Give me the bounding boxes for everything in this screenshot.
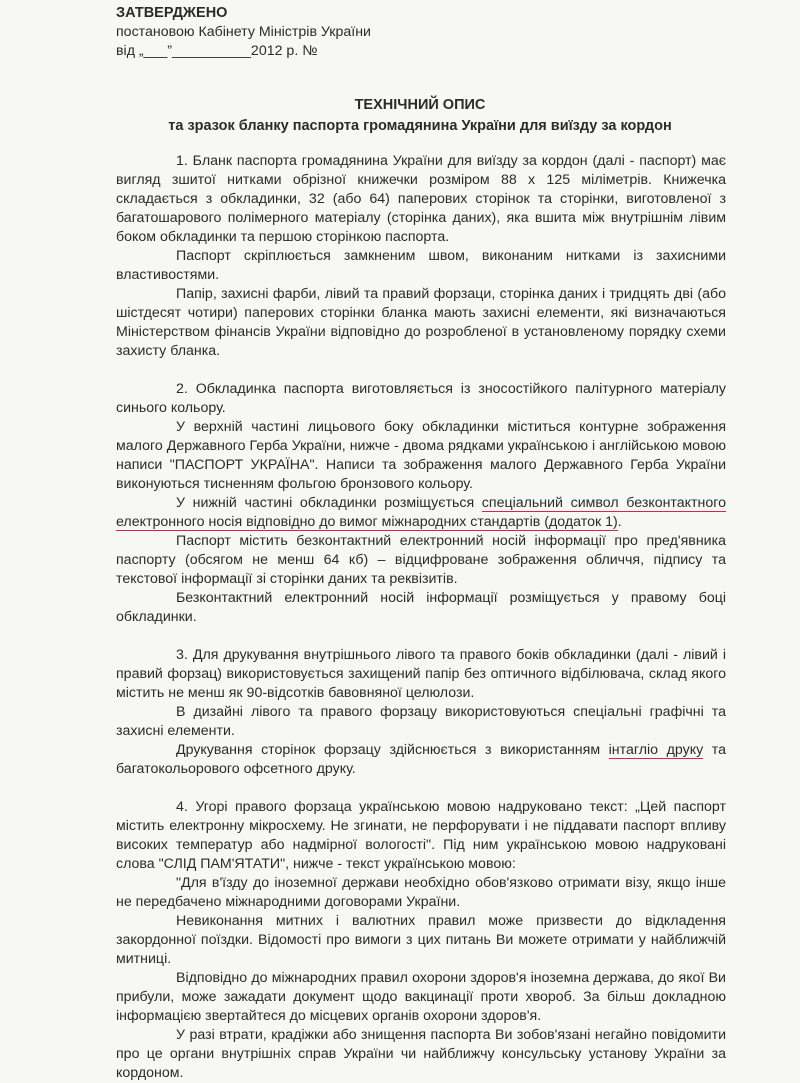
section4-paragraph-2: "Для в'їзду до іноземної держави необхідно обов'язково отримати візу, якщо інше не передбачено міжнародними договорами України. [116, 875, 726, 910]
section3-p3-end: та багатокольорового офсетного друку. [116, 742, 727, 777]
section1-paragraph-2: Паспорт скріплюється замкненим швом, виконаним нитками із захисними властивостями. [116, 248, 726, 283]
approval-block [116, 4, 371, 61]
underlined-contactless-symbol-text: спеціальний символ безконтактного електронного носія відповідно до вимог міжнародних стандартів (додаток 1) [116, 495, 727, 530]
approved-heading: ЗАТВЕРДЖЕНО [116, 5, 228, 21]
document-title [100, 95, 740, 137]
title-line-1: ТЕХНІЧНИЙ ОПИС [354, 97, 486, 113]
section3-p3-lead: Друкування сторінок форзацу здійснюється з використанням [176, 742, 609, 758]
section2-p3-end: . [617, 514, 622, 530]
section1-paragraph-3: Папір, захисні фарби, лівий та правий форзаци, сторінка даних і тридцять дві (або шістдесят чотири) паперових сторінки бланка мають захисні елементи, які визначаються Міністерством фінансів України відповідно до розробленої в установленому порядку схеми захисту бланка. [116, 286, 726, 359]
section4-paragraph-5: У разі втрати, крадіжки або знищення паспорта Ви зобов'язані негайно повідомити про це органи внутрішніх справ України чи найближчу консульську установу України за кордоном. [116, 1027, 726, 1081]
section4-paragraph-3: Невиконання митних і валютних правил може призвести до відкладення закордонної поїздки. Відомості про вимоги з цих питань Ви можете отримати у найближчій митниці. [116, 913, 726, 967]
section2-paragraph-2: У верхній частині лицьового боку обкладинки міститься контурне зображення малого Державного Герба України, нижче - двома рядками українською і англійською мовою написи "ПАСПОРТ УКРАЇНА". Написи та зображення малого Державного Герба України виконуються тисненням фольгою бронзового кольору. [116, 419, 726, 492]
section3-paragraph-2: В дизайні лівого та правого форзацу використовуються спеціальні графічні та захисні елементи. [116, 704, 726, 739]
section2-paragraph-5: Безконтактний електронний носій інформації розміщується у правому боці обкладинки. [116, 590, 726, 625]
section2-paragraph-1: 2. Обкладинка паспорта виготовляється із зносостійкого палітурного матеріалу синього кольору. [116, 381, 726, 416]
section4-paragraph-1: 4. Угорі правого форзаца українською мовою надруковано текст: „Цей паспорт містить електронну мікросхему. Не згинати, не перфорувати і не піддавати паспорт впливу високих температур або надмірної вологості". Під ним українською мовою надруковані слова "СЛІД ПАМ'ЯТАТИ", нижче - текст українською мовою: [116, 799, 726, 872]
section4-paragraph-4: Відповідно до міжнародних правил охорони здоров'я іноземна держава, до якої Ви прибули, може зажадати документ щодо вакцинації проти хвороб. За більш докладною інформацією звертайтеся до місцевих органів охорони здоров'я. [116, 970, 726, 1024]
document-body [116, 152, 726, 1083]
section1-paragraph-1: 1. Бланк паспорта громадянина України для виїзду за кордон (далі - паспорт) має вигляд зшитої нитками обрізної книжечки розміром 88 х 125 міліметрів. Книжечка складається з обкладинки, 32 (або 64) паперових сторінок та сторінки, виготовленої з багатошарового полімерного матеріалу (сторінка даних), яка вшита між внутрішнім лівим боком обкладинки та першою сторінкою паспорта. [116, 153, 726, 245]
approval-line-2: від „___”__________2012 р. № [116, 43, 318, 59]
section2-p3-lead: У нижній частині обкладинки розміщується [176, 495, 482, 511]
approval-line-1: постановою Кабінету Міністрів України [116, 24, 371, 40]
section2-paragraph-3 [116, 494, 726, 532]
underlined-intaglio-text: інтагліо друку [608, 742, 704, 758]
section2-paragraph-4: Паспорт містить безконтактний електронний носій інформації про пред'явника паспорту (обсягом не менш 64 кб) – відцифроване зображення обличчя, підпису та текстової інформації зі сторінки даних та реквізитів. [116, 533, 726, 587]
title-line-2: та зразок бланку паспорта громадянина України для виїзду за кордон [168, 118, 672, 134]
section3-paragraph-3 [116, 741, 726, 779]
section3-paragraph-1: 3. Для друкування внутрішнього лівого та правого боків обкладинки (далі - лівий і правий форзац) використовується захищений папір без оптичного відбілювача, склад якого містить не менш як 90-відсотків бавовняної целюлози. [116, 647, 726, 701]
